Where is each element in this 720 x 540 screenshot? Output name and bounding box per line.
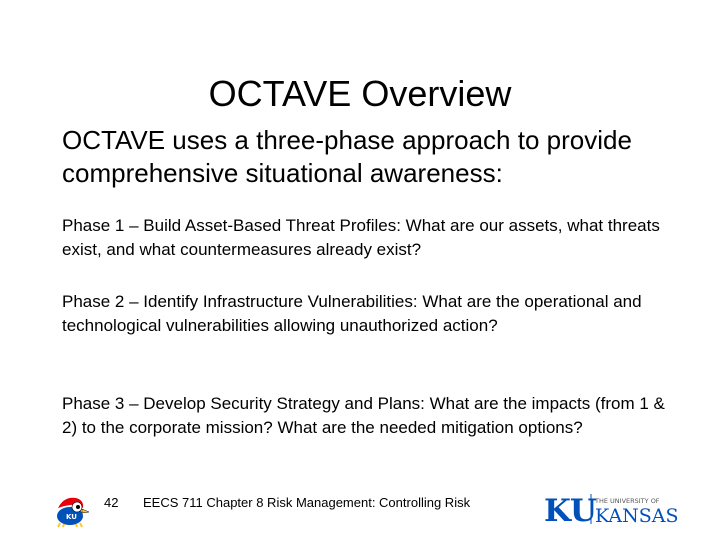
ku-logo-letters: KU <box>544 493 597 529</box>
page-number: 42 <box>104 495 119 510</box>
footer-course-text: EECS 711 Chapter 8 Risk Management: Controlling Risk <box>143 495 471 510</box>
phase-1-paragraph: Phase 1 – Build Asset-Based Threat Profiles: What are our assets, what threats exist, and what countermeasures already exist? <box>62 216 660 259</box>
ku-logo-kansas-text: KANSAS <box>595 505 679 527</box>
slide-title <box>0 72 720 116</box>
phase-3-paragraph: Phase 3 – Develop Security Strategy and Plans: What are the impacts (from 1 & 2) to the corporate mission? What are the needed mitigation options? <box>62 394 665 437</box>
phase-2-paragraph: Phase 2 – Identify Infrastructure Vulnerabilities: What are the operational and technological vulnerabilities allowing unauthorized action? <box>62 292 642 335</box>
jayhawk-logo-icon <box>50 492 90 528</box>
ku-university-logo-icon <box>544 490 679 529</box>
lead-paragraph: OCTAVE uses a three-phase approach to provide comprehensive situational awareness: <box>62 125 632 188</box>
ku-logo-univ-text: THE UNIVERSITY OF <box>595 497 660 505</box>
jayhawk-letters: KU <box>66 513 77 521</box>
slide-title-text: OCTAVE Overview <box>208 73 512 114</box>
